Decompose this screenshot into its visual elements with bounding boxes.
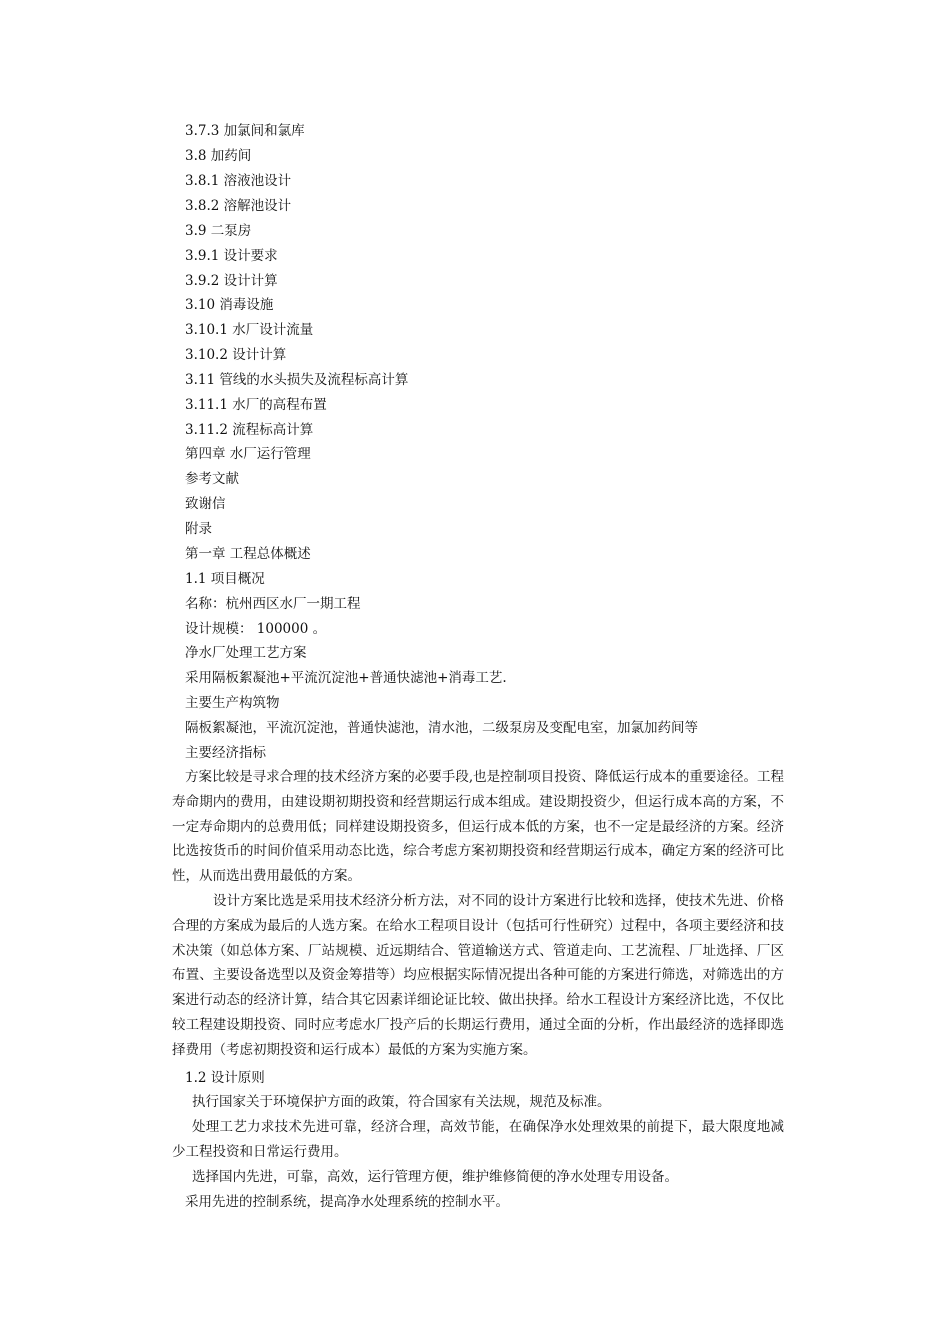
- paragraph: 设计方案比选是采用技术经济分析方法，对不同的设计方案进行比较和选择，使技术先进、价格合理的方案成为最后的人选方案。在给水工程项目设计（包括可行性研究）过程中，各项主要经济和技术决策（如总体方案、厂站规模、近远期结合、管道输送方式、管道走向、工艺流程、厂址选择、厂区布置、主要设备选型以及资金筹措等）均应根据实际情况提出各种可能的方案进行筛选，对筛选出的方案进行动态的经济计算，结合其它因素详细论证比较、做出抉择。给水工程设计方案经济比选，不仅比较工程建设期投资、同时应考虑水厂投产后的长期运行费用，通过全面的分析，作出最经济的选择即选择费用（考虑初期投资和运行成本）最低的方案为实施方案。: [172, 893, 784, 1058]
- toc-item: 3.10.1 水厂设计流量: [185, 322, 314, 338]
- toc-item: 参考文献: [185, 471, 239, 487]
- structures-text: 隔板絮凝池，平流沉淀池，普通快滤池，清水池，二级泵房及变配电室，加氯加药间等: [185, 720, 698, 736]
- toc-item: 第四章 水厂运行管理: [185, 446, 311, 462]
- section-heading: 1.1 项目概况: [185, 571, 265, 587]
- toc-item: 3.9.1 设计要求: [185, 248, 278, 264]
- toc-item: 致谢信: [185, 496, 226, 512]
- toc-item: 3.11.1 水厂的高程布置: [185, 397, 327, 413]
- toc-item: 3.11 管线的水头损失及流程标高计算: [185, 372, 409, 388]
- design-scale: 设计规模： 100000 。: [185, 621, 327, 637]
- paragraph: 选择国内先进，可靠，高效，运行管理方便，维护维修简便的净水处理专用设备。: [192, 1169, 678, 1185]
- economics-heading: 主要经济指标: [185, 745, 266, 761]
- toc-item: 3.11.2 流程标高计算: [185, 422, 314, 438]
- process-heading: 净水厂处理工艺方案: [185, 645, 307, 661]
- toc-item: 3.9 二泵房: [185, 223, 252, 239]
- project-name: 名称：杭州西区水厂一期工程: [185, 596, 361, 612]
- toc-item: 3.8.1 溶液池设计: [185, 173, 292, 189]
- toc-item: 3.10 消毒设施: [185, 297, 274, 313]
- toc-item: 3.7.3 加氯间和氯库: [185, 123, 305, 139]
- toc-item: 3.10.2 设计计算: [185, 347, 287, 363]
- toc-item: 3.8 加药间: [185, 148, 252, 164]
- structures-heading: 主要生产构筑物: [185, 695, 280, 711]
- paragraph: 采用先进的控制系统，提高净水处理系统的控制水平。: [185, 1194, 509, 1210]
- toc-item: 3.8.2 溶解池设计: [185, 198, 292, 214]
- section-heading: 1.2 设计原则: [185, 1070, 265, 1086]
- toc-item: 附录: [185, 521, 212, 537]
- paragraph: 执行国家关于环境保护方面的政策，符合国家有关法规，规范及标准。: [192, 1094, 611, 1110]
- toc-item: 3.9.2 设计计算: [185, 273, 278, 289]
- paragraph: 方案比较是寻求合理的技术经济方案的必要手段,也是控制项目投资、降低运行成本的重要途径。工程寿命期内的费用，由建设期初期投资和经营期运行成本组成。建设期投资少，但运行成本高的方案，不一定寿命期内的总费用低；同样建设期投资多，但运行成本低的方案，也不一定是最经济的方案。经济比选按货币的时间价值采用动态比选，综合考虑方案初期投资和经营期运行成本，确定方案的经济可比性，从而选出费用最低的方案。: [172, 769, 784, 885]
- paragraph: 处理工艺力求技术先进可靠，经济合理，高效节能，在确保净水处理效果的前提下，最大限度地减少工程投资和日常运行费用。: [172, 1119, 784, 1160]
- process-text: 采用隔板絮凝池+平流沉淀池+普通快滤池+消毒工艺.: [185, 670, 507, 686]
- chapter-title: 第一章 工程总体概述: [185, 546, 311, 562]
